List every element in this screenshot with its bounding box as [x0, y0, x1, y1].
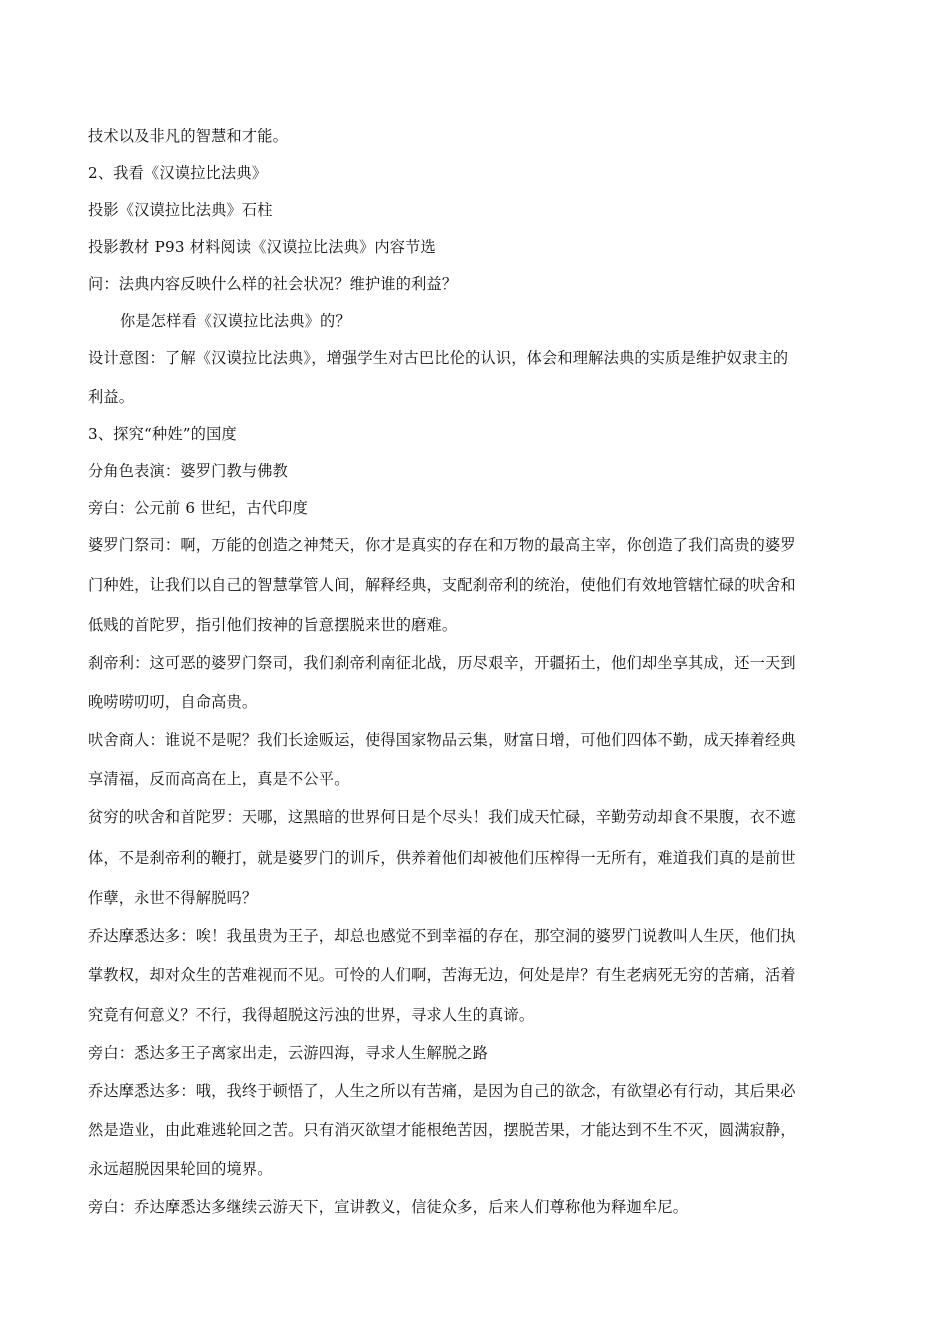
paragraph-line: 你是怎样看《汉谟拉比法典》的？ — [120, 312, 351, 330]
paragraph-line: 享清福，反而高高在上，真是不公平。 — [88, 770, 350, 788]
section-heading: 3、探究“种姓”的国度 — [88, 425, 237, 443]
paragraph-line: 究竟有何意义？不行，我得超脱这污浊的世界，寻求人生的真谛。 — [88, 1006, 535, 1024]
paragraph-line: 婆罗门祭司：啊，万能的创造之神梵天，你才是真实的存在和万物的最高主宰，你创造了我们高贵的婆罗 — [88, 536, 796, 554]
paragraph-line: 乔达摩悉达多：哦，我终于顿悟了，人生之所以有苦痛，是因为自己的欲念，有欲望必有行动，其后果必 — [88, 1082, 796, 1100]
paragraph-line: 投影《汉谟拉比法典》石柱 — [88, 201, 273, 219]
paragraph-line: 旁白：悉达多王子离家出走，云游四海，寻求人生解脱之路 — [88, 1044, 489, 1062]
paragraph-line: 低贱的首陀罗，指引他们按神的旨意摆脱来世的磨难。 — [88, 616, 458, 634]
paragraph-line: 然是造业，由此难逃轮回之苦。只有消灭欲望才能根绝苦因，摆脱苦果，才能达到不生不灭，圆满寂静， — [88, 1121, 796, 1139]
paragraph-line: 利益。 — [88, 388, 135, 406]
paragraph-line: 晚唠唠叨叨，自命高贵。 — [88, 693, 258, 711]
paragraph-line: 刹帝利：这可恶的婆罗门祭司，我们刹帝利南征北战，历尽艰辛，开疆拓土，他们却坐享其成，还一天到 — [88, 654, 796, 672]
paragraph-line: 问：法典内容反映什么样的社会状况？维护谁的利益？ — [88, 275, 458, 293]
paragraph-line: 永远超脱因果轮回的境界。 — [88, 1160, 273, 1178]
paragraph-line: 设计意图：了解《汉谟拉比法典》，增强学生对古巴比伦的认识，体会和理解法典的实质是维护奴隶主的 — [88, 349, 789, 367]
paragraph-line: 旁白：公元前 6 世纪，古代印度 — [88, 499, 308, 517]
paragraph-line: 分角色表演：婆罗门教与佛教 — [88, 462, 289, 480]
paragraph-line: 乔达摩悉达多：唉！我虽贵为王子，却总也感觉不到幸福的存在，那空洞的婆罗门说教叫人生厌，他们执 — [88, 927, 796, 945]
paragraph-line: 吠舍商人：谁说不是呢？我们长途贩运，使得国家物品云集，财富日增，可他们四体不勤，成天捧着经典 — [88, 731, 796, 749]
paragraph-line: 技术以及非凡的智慧和才能。 — [88, 127, 289, 145]
paragraph-line: 作孽，永世不得解脱吗？ — [88, 889, 258, 907]
paragraph-line: 体，不是刹帝利的鞭打，就是婆罗门的训斥，供养着他们却被他们压榨得一无所有，难道我们真的是前世 — [88, 849, 796, 867]
paragraph-line: 旁白：乔达摩悉达多继续云游天下，宣讲教义，信徒众多，后来人们尊称他为释迦牟尼。 — [88, 1198, 689, 1216]
section-heading: 2、我看《汉谟拉比法典》 — [88, 164, 268, 182]
paragraph-line: 门种姓，让我们以自己的智慧掌管人间，解释经典，支配刹帝利的统治，使他们有效地管辖忙碌的吠舍和 — [88, 576, 796, 594]
paragraph-line: 掌教权，却对众生的苦难视而不见。可怜的人们啊，苦海无边，何处是岸？有生老病死无穷的苦痛，活着 — [88, 966, 796, 984]
paragraph-line: 贫穷的吠舍和首陀罗：天哪，这黑暗的世界何日是个尽头！我们成天忙碌，辛勤劳动却食不果腹，衣不遮 — [88, 808, 796, 826]
paragraph-line: 投影教材 P93 材料阅读《汉谟拉比法典》内容节选 — [88, 238, 436, 256]
